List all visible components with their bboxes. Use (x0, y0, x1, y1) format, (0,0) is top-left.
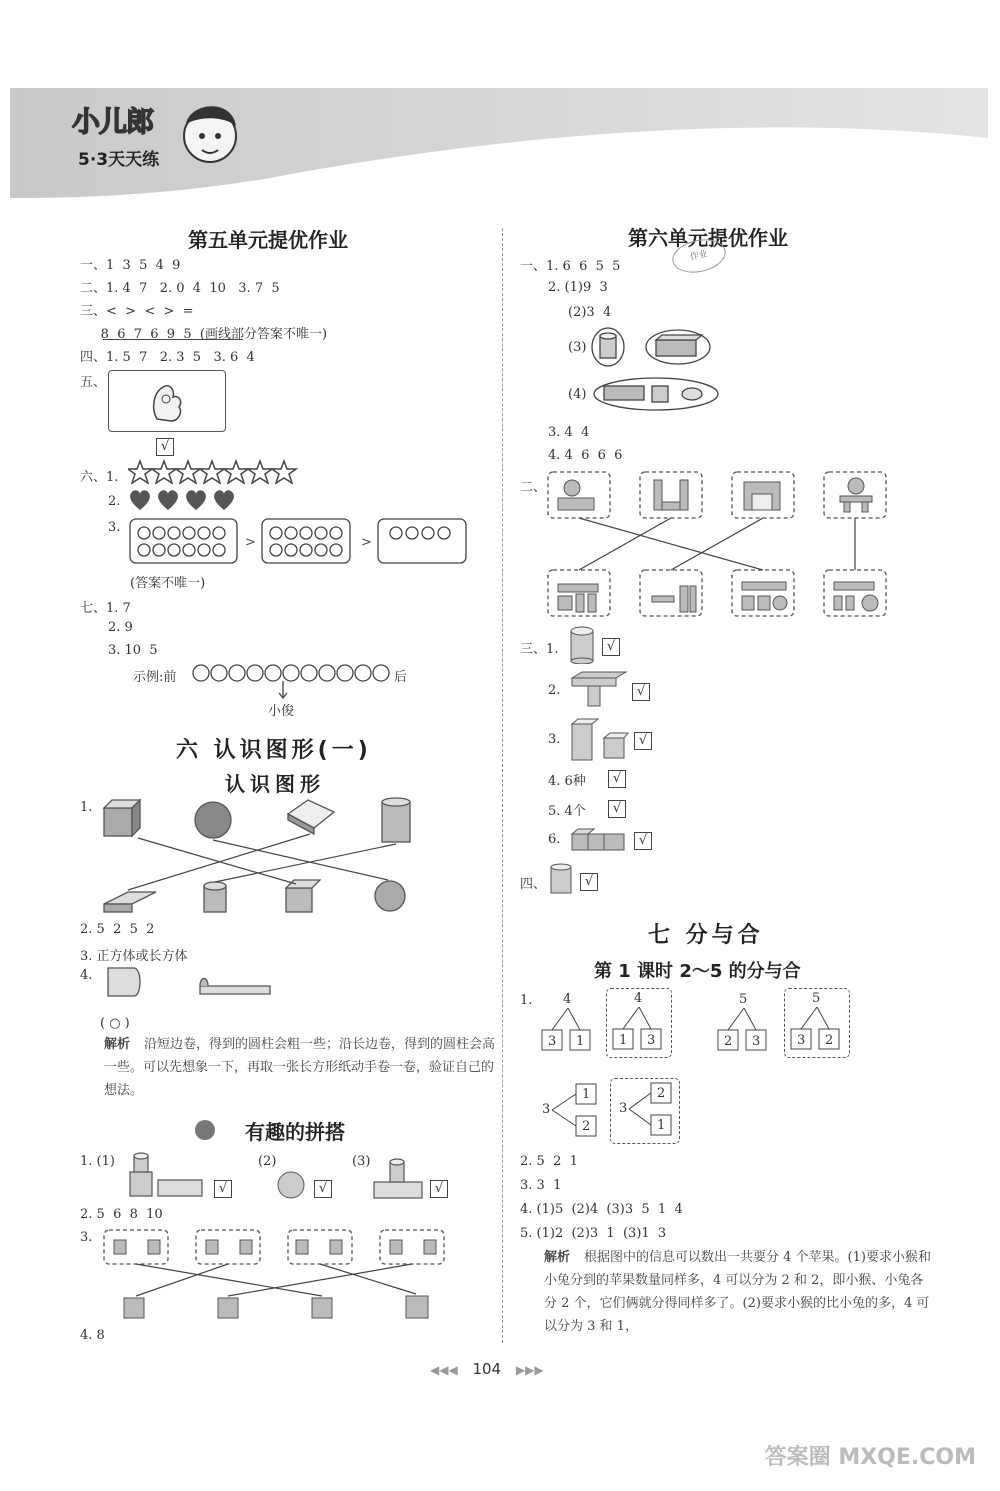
cube-view-matching (100, 1226, 450, 1326)
chapter6-title: 六 认识图形(一) (176, 738, 372, 763)
check-box: √ (314, 1180, 332, 1198)
example-prefix: 示例:前 (133, 670, 177, 685)
sphere-shape (276, 1170, 308, 1202)
q6-2: 2. (108, 494, 121, 509)
u6-line: (2)3 4 (568, 305, 612, 320)
tree-part: 2 (825, 1033, 834, 1048)
check-box: √ (634, 832, 652, 850)
side-part: 2 (582, 1119, 591, 1134)
check-box: √ (608, 770, 626, 788)
circled-shapes-3 (590, 326, 716, 368)
tree-part: 1 (576, 1034, 585, 1049)
pd-q1-2: (2) (258, 1154, 277, 1169)
u5-line: 四、1. 5 7 2. 3 5 3. 6 4 (80, 350, 255, 365)
prev-arrows-icon[interactable]: ◀◀◀ (430, 1363, 458, 1377)
u6-line: 二、 (520, 480, 547, 495)
q7-3: 3. 10 5 (108, 643, 158, 658)
u5-line: 三、< > < > = (80, 304, 194, 319)
pd-line: 2. 5 6 8 10 (80, 1207, 163, 1222)
tree-top: 5 (739, 992, 748, 1007)
u6-q3: 3. (548, 732, 561, 747)
rs-q4-answer: ( ○ ) (100, 1016, 130, 1031)
split-sideways-answer (610, 1078, 680, 1144)
u6-line: 4. 4 6 6 6 (548, 448, 623, 463)
side-part: 1 (582, 1087, 591, 1102)
check-box: √ (602, 638, 620, 656)
svg-text:>: > (245, 535, 256, 550)
circle-groups (128, 515, 473, 567)
paper-roll-shapes (104, 964, 274, 1002)
q6-1: 六、1. (80, 470, 119, 485)
side-left: 3 (619, 1101, 628, 1116)
pager (430, 1360, 544, 1378)
q7-1: 七、1. 7 (80, 601, 131, 616)
rs-line: 3. 正方体或长方体 (80, 949, 188, 964)
block-build-3 (370, 1158, 426, 1200)
fh-q1: 1. (520, 993, 533, 1008)
fh-explanation (544, 1246, 932, 1342)
u6-q3: 三、1. (520, 642, 559, 657)
u6-q3: 2. (548, 683, 561, 698)
rs-explanation (104, 1033, 500, 1102)
u5-line: 8 6 7 6 9 5 (画线部分答案不唯一) (80, 327, 328, 342)
check-box: √ (608, 800, 626, 818)
shape-matching (98, 796, 418, 918)
jiexi-label: 解析 (544, 1250, 571, 1265)
example-label: 小俊 (268, 704, 295, 719)
page-number: 104 (472, 1360, 502, 1378)
tree-part: 1 (619, 1033, 628, 1048)
rs-q1: 1. (80, 800, 93, 815)
hand-icon (109, 371, 225, 431)
rs-line: 4. (80, 968, 93, 983)
column-divider (502, 228, 503, 1343)
fh-line: 2. 5 2 1 (520, 1154, 578, 1169)
tree-part: 3 (797, 1033, 806, 1048)
check-box: √ (634, 732, 652, 750)
tree-top: 4 (634, 991, 643, 1006)
u6-q3: 4. 6种 (548, 774, 586, 789)
next-arrows-icon[interactable]: ▶▶▶ (515, 1363, 544, 1377)
u6-q3: 5. 4个 (548, 804, 586, 819)
chapter7-title: 七 分与合 (648, 923, 764, 948)
check-box: √ (632, 683, 650, 701)
prism-shapes (568, 716, 630, 762)
pd-line: 3. (80, 1230, 93, 1245)
series-name: 5·3天天练 (78, 150, 160, 170)
stamp: 作业 (669, 235, 728, 278)
u6-line: (4) (568, 387, 587, 402)
unit5-title: 第五单元提优作业 (188, 228, 348, 252)
bullet-dot (195, 1120, 215, 1140)
fh-line: 5. (1)2 (2)3 1 (3)1 3 (520, 1226, 667, 1241)
split-tree-answer (784, 988, 850, 1058)
u6-q3: 6. (548, 832, 561, 847)
check-box: √ (430, 1180, 448, 1198)
underline (103, 339, 243, 340)
side-part: 2 (657, 1086, 666, 1101)
u5-line: 二、1. 4 7 2. 0 4 10 3. 7 5 (80, 281, 280, 296)
block-row-shape (568, 826, 630, 854)
rs-line: 2. 5 2 5 2 (80, 922, 155, 937)
split-tree-answer (606, 988, 672, 1058)
cylinder-shape (548, 862, 576, 898)
split-tree (540, 990, 596, 1054)
u6-q4: 四、 (520, 877, 547, 892)
jiexi-label: 解析 (104, 1037, 131, 1052)
side-left: 3 (542, 1102, 551, 1117)
tree-part: 2 (724, 1034, 733, 1049)
lesson-title: 第 1 课时 2～5 的分与合 (594, 961, 801, 982)
pd-q1: 1. (1) (80, 1154, 115, 1169)
hand-picture-box (108, 370, 226, 432)
circled-shapes-4 (592, 376, 722, 412)
split-tree (716, 990, 772, 1054)
check-box: √ (580, 873, 598, 891)
tree-part: 3 (647, 1033, 656, 1048)
watermark: 答案圈 MXQE.COM (764, 1445, 976, 1470)
q6-note: (答案不唯一) (130, 576, 206, 591)
jiexi-text: 根据图中的信息可以数出一共要分 4 个苹果。(1)要求小猴和小兔分到的苹果数量同样多，4 可以分为 2 和 2，即小猴、小兔各分 2 个，它们俩就分得同样多了。(2)要求小猴的比小兔的多，4 可以分为 3 和 1， (544, 1250, 931, 1334)
jiexi-text: 沿短边卷，得到的圆柱会粗一些；沿长边卷，得到的圆柱会高一些。可以先想象一下，再取一张长方形纸动手卷一卷，验证自己的想法。 (104, 1037, 496, 1098)
pd-q1-3: (3) (352, 1154, 371, 1169)
q7-2: 2. 9 (108, 620, 133, 635)
u5-line: 一、1 3 5 4 9 (80, 258, 181, 273)
example-suffix: 后 (394, 670, 408, 685)
side-part: 1 (657, 1118, 666, 1133)
cylinder-shape (568, 626, 598, 664)
fh-line: 3. 3 1 (520, 1178, 562, 1193)
tree-top: 4 (563, 992, 572, 1007)
header-banner (10, 88, 988, 198)
u6-line: (3) (568, 340, 587, 355)
u6-line: 2. (1)9 3 (548, 280, 608, 295)
unit6-title: 第六单元提优作业 (628, 226, 788, 250)
sub-pinda: 有趣的拼搭 (245, 1120, 345, 1144)
split-sideways (540, 1082, 600, 1140)
svg-text:>: > (361, 535, 372, 550)
check-box: √ (156, 438, 174, 456)
view-matching-diagram (544, 470, 890, 618)
tree-part: 3 (548, 1034, 557, 1049)
q6-3: 3. (108, 520, 121, 535)
tree-part: 3 (752, 1034, 761, 1049)
star-row (128, 458, 300, 488)
fh-line: 4. (1)5 (2)4 (3)3 5 1 4 (520, 1202, 683, 1217)
sub-renshi: 认识图形 (225, 772, 325, 796)
u6-line: 3. 4 4 (548, 425, 590, 440)
u5-line: 五、 (80, 375, 107, 390)
table-shape (568, 668, 628, 710)
heart-row (128, 488, 240, 514)
block-build-1 (126, 1150, 206, 1200)
check-box: √ (214, 1180, 232, 1198)
u6-line: 一、1. 6 6 5 5 (520, 259, 621, 274)
brand-logo: 小儿郎 (72, 105, 154, 138)
tree-top: 5 (812, 991, 821, 1006)
pd-line: 4. 8 (80, 1328, 105, 1343)
